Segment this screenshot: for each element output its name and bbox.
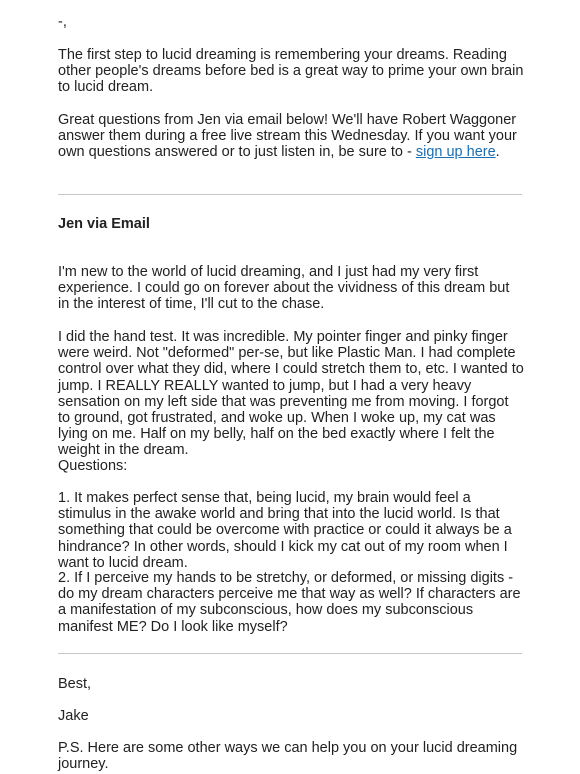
questions-label: Questions: (58, 458, 128, 474)
postscript-paragraph: P.S. Here are some other ways we can help you on your lucid dreaming journey. (58, 740, 518, 773)
section-divider-top (58, 194, 522, 195)
intro-paragraph: The first step to lucid dreaming is remembering your dreams. Reading other people's dreams before bed is a great way to prime your own brain to lucid dream. (58, 47, 524, 96)
signoff-text: Best, (58, 676, 92, 692)
question-one: 1. It makes perfect sense that, being lucid, my brain would feel a stimulus in the awake world and bring that into the lucid world. Is that something that could be overcome with practice or could it always be a hindrance? In other words, should I kick my cat out of my room when I want to lucid dream. (58, 490, 512, 571)
message-story-paragraph: I did the hand test. It was incredible. My pointer finger and pinky finger were weird. Not "deformed" per-se, but like Plastic Man. I had complete control over what they did, where I could stretch them to, etc. I wanted to jump. I REALLY REALLY wanted to jump, but I had a very heavy sensation on my left side that was preventing me from moving. I forgot to ground, got frustrated, and woke up. When I woke up, my cat was lying on me. Half on my belly, half on the bed exactly where I felt the weight in the dream. (58, 329, 524, 459)
signup-link[interactable]: sign up here (415, 144, 496, 161)
livestream-paragraph (58, 112, 524, 161)
signature-name: Jake (58, 708, 89, 724)
message-intro-paragraph: I'm new to the world of lucid dreaming, and I just had my very first experience. I could go on forever about the vividness of this dream but in the interest of time, I'll cut to the chase. (58, 264, 510, 313)
section-heading: Jen via Email (58, 216, 150, 232)
livestream-text: Great questions from Jen via email below! We'll have Robert Waggoner answer them during a free live stream this Wednesday. If you want your own questions answered or to just listen in, be sure to - (58, 112, 517, 161)
section-divider-bottom (58, 653, 522, 654)
top-fragment-text: -, (58, 14, 67, 30)
livestream-period: . (495, 144, 500, 161)
question-two: 2. If I perceive my hands to be stretchy, or deformed, or missing digits - do my dream characters perceive me that way as well? If characters are a manifestation of my subconscious, how does my subconscious manifest ME? Do I look like myself? (58, 570, 521, 635)
